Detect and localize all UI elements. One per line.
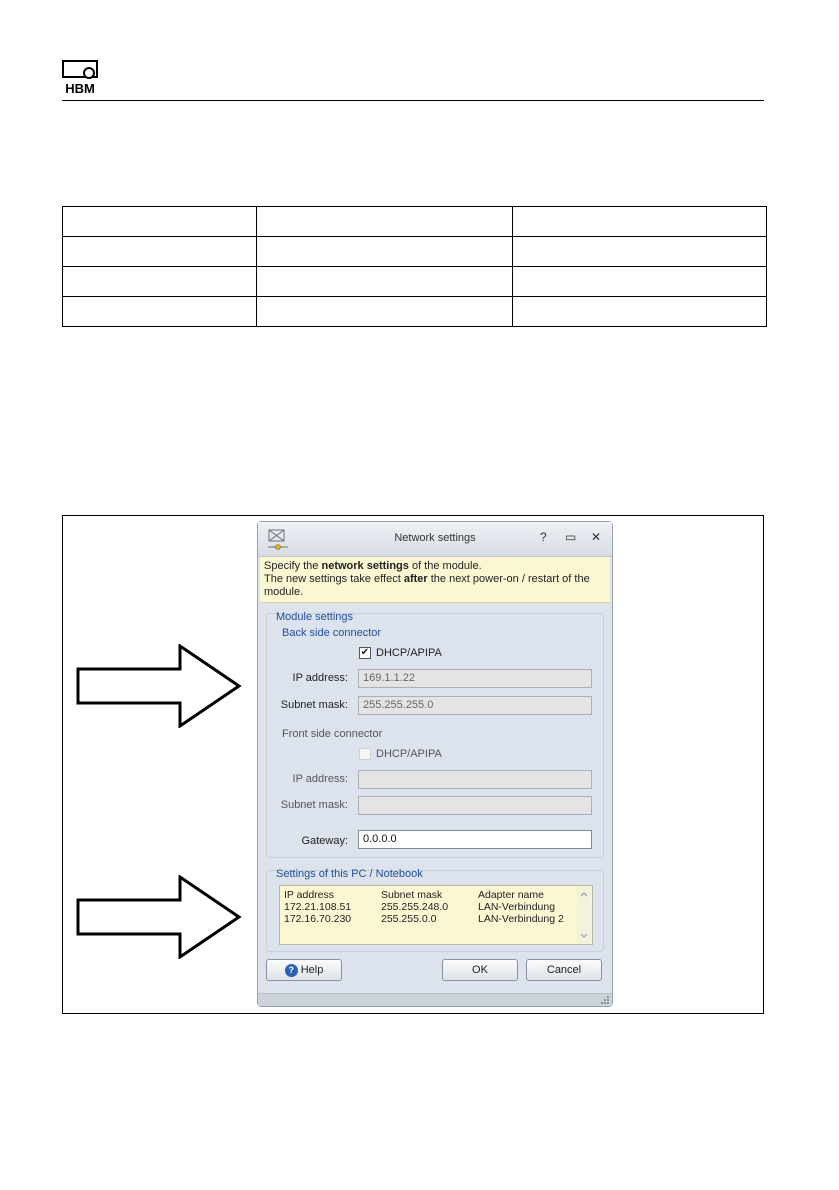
empty-table	[62, 206, 767, 327]
header-rule	[62, 100, 764, 101]
front-ip-field[interactable]	[358, 770, 592, 789]
table-cell	[63, 237, 257, 267]
info-panel	[260, 557, 610, 603]
arrow-right-icon	[76, 644, 242, 728]
dialog-title: Network settings	[394, 532, 476, 544]
table-cell	[257, 237, 513, 267]
table-cell	[63, 207, 257, 237]
resize-grip-icon[interactable]	[600, 995, 610, 1005]
table-cell	[513, 297, 767, 327]
table-cell	[513, 207, 767, 237]
table-cell	[257, 297, 513, 327]
ok-button-label: OK	[472, 964, 488, 976]
list-cell: LAN-Verbindung 2	[478, 913, 564, 925]
list-cell: LAN-Verbindung	[478, 901, 556, 913]
list-cell: 172.21.108.51	[284, 901, 352, 913]
front-ip-label: IP address:	[292, 773, 348, 785]
back-dhcp-label: DHCP/APIPA	[376, 647, 442, 659]
front-dhcp-checkbox[interactable]	[359, 748, 371, 760]
back-mask-label: Subnet mask:	[280, 699, 348, 711]
help-title-button[interactable]: ?	[540, 530, 547, 544]
back-dhcp-checkbox[interactable]: ✔	[360, 647, 370, 658]
maximize-button[interactable]: ▭	[565, 530, 577, 544]
column-header: Subnet mask	[381, 889, 443, 901]
back-side-connector-label: Back side connector	[282, 627, 382, 639]
dialog-titlebar[interactable]	[258, 522, 612, 557]
table-cell	[513, 267, 767, 297]
ok-button[interactable]	[442, 959, 518, 981]
hbm-logo-text: HBM	[65, 81, 95, 96]
arrow-right-icon	[76, 875, 242, 959]
list-cell: 172.16.70.230	[284, 913, 352, 925]
front-dhcp-label: DHCP/APIPA	[376, 748, 442, 760]
module-settings-label: Module settings	[276, 611, 354, 623]
table-row	[63, 237, 767, 267]
column-header: IP address	[284, 889, 335, 901]
info-text: the next power-on / restart of the module.	[264, 573, 590, 598]
table-row	[63, 267, 767, 297]
help-button[interactable]	[266, 959, 342, 981]
close-button[interactable]: ✕	[591, 530, 602, 544]
front-mask-field[interactable]	[358, 796, 592, 815]
table-cell	[257, 207, 513, 237]
front-mask-label: Subnet mask:	[280, 799, 348, 811]
table-cell	[63, 267, 257, 297]
info-text: of the module.	[408, 560, 482, 572]
help-button-label: Help	[300, 964, 324, 976]
dialog-statusbar	[258, 993, 612, 1006]
back-mask-field[interactable]: 255.255.255.0	[358, 696, 592, 715]
back-ip-label: IP address:	[292, 672, 348, 684]
table-row	[63, 297, 767, 327]
list-cell: 255.255.248.0	[381, 901, 449, 913]
info-text: Specify the	[264, 560, 322, 572]
gateway-label: Gateway:	[301, 835, 348, 847]
list-cell: 255.255.0.0	[381, 913, 437, 925]
front-side-connector-label: Front side connector	[282, 728, 383, 740]
pc-settings-label: Settings of this PC / Notebook	[276, 868, 423, 880]
table-row	[63, 207, 767, 237]
back-ip-field[interactable]: 169.1.1.22	[358, 669, 592, 688]
cancel-button[interactable]	[526, 959, 602, 981]
table-cell	[513, 237, 767, 267]
cancel-button-label: Cancel	[546, 964, 582, 976]
table-cell	[257, 267, 513, 297]
info-text: The new settings take effect	[264, 573, 404, 585]
table-cell	[63, 297, 257, 327]
gateway-field[interactable]: 0.0.0.0	[358, 830, 592, 849]
column-header: Adapter name	[478, 889, 544, 901]
list-scrollbar[interactable]	[577, 887, 591, 943]
info-text-bold: network settings	[321, 560, 409, 572]
pc-settings-list[interactable]	[279, 885, 593, 945]
network-settings-dialog	[257, 521, 613, 1007]
hbm-logo	[62, 60, 98, 96]
help-icon: ?	[285, 964, 298, 977]
info-text-bold: after	[403, 573, 428, 585]
